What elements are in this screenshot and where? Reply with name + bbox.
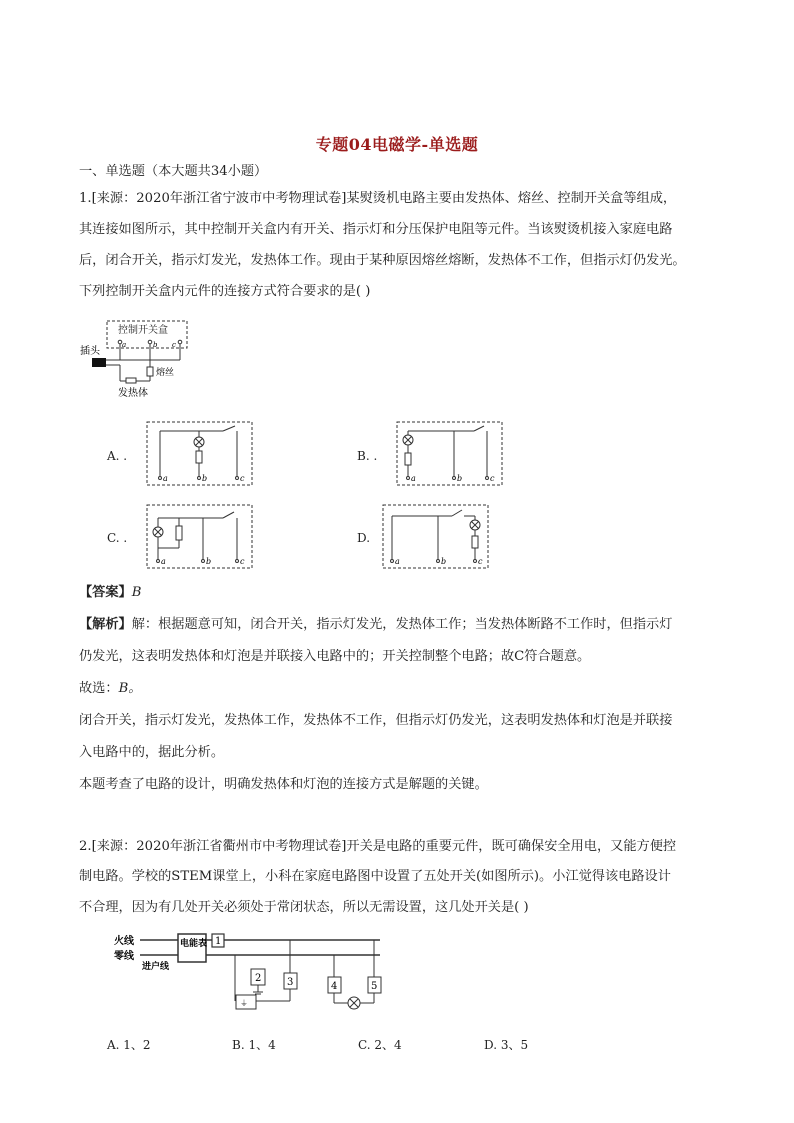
entry-line-label: 进户线 [142,962,170,972]
q1-option-b-diagram[interactable] [396,421,504,487]
svg-text:a: a [163,474,168,483]
q1-option-a-diagram[interactable] [146,421,254,487]
svg-text:b: b [441,557,447,566]
section-header: 一、单选题（本大题共34小题） [79,164,268,179]
q1-fuse-label: 熔丝 [156,368,175,378]
neutral-wire-label: 零线 [114,951,134,962]
svg-text:c: c [240,474,245,483]
q1-choice: 故选：B。 [79,681,142,696]
svg-text:b: b [206,557,212,566]
q1-option-c-diagram[interactable] [146,504,254,570]
svg-text:c: c [490,474,495,483]
analysis-label: 【解析】 [79,617,132,632]
q1-option-d-diagram[interactable] [382,504,490,570]
q1-answer [79,585,141,601]
q1-option-c-label[interactable]: C. . [107,531,128,545]
q1-comment-line-2: 入电路中的，据此分析。 [79,745,225,760]
live-wire-label: 火线 [114,936,134,947]
q1-line-3: 后，闭合开关，指示灯发光，发热体工作。现由于某种原因熔丝熔断，发热体不工作，但指示灯仍发光。 [79,253,686,268]
q1-line-2: 其连接如图所示，其中控制开关盒内有开关、指示灯和分压保护电阻等元件。当该熨烫机接入家庭电路 [79,222,673,237]
q1-comment-line-1: 闭合开关，指示灯发光，发热体工作，发热体不工作，但指示灯仍发光，这表明发热体和灯泡是并联接 [79,713,673,728]
q2-line-2: 制电路。学校的STEM课堂上，小科在家庭电路图中设置了五处开关(如图所示)。小江觉得该电路设计 [79,869,671,884]
svg-text:a: a [161,557,166,566]
svg-text:a: a [122,341,127,349]
svg-text:⏚: ⏚ [240,999,248,1008]
q1-option-b-label[interactable]: B. . [357,449,378,463]
q1-heater-label: 发热体 [118,388,148,399]
switch-1-label: 1 [215,936,222,947]
q1-box-label: 控制开关盒 [118,325,168,336]
q1-line-4: 下列控制开关盒内元件的连接方式符合要求的是( ) [79,284,371,299]
svg-text:a: a [395,557,400,566]
svg-text:b: b [202,474,208,483]
q2-option-d[interactable]: D. 3、5 [484,1038,529,1052]
q1-option-a-label[interactable]: A. . [107,449,128,463]
answer-label: 【答案】 [79,585,132,600]
q2-line-1: 2.[来源：2020年浙江省衢州市中考物理试卷]开关是电路的重要元件，既可确保安全用电，又能方便控 [79,839,677,854]
answer-value: B [131,585,142,600]
q1-line-1: 1.[来源：2020年浙江省宁波市中考物理试卷]某熨烫机电路主要由发热体、熔丝、控制开关盒等组成， [79,191,677,206]
svg-text:a: a [411,474,416,483]
svg-text:c: c [478,557,483,566]
svg-text:b: b [153,341,158,349]
svg-text:c: c [240,557,245,566]
switch-3-label: 3 [287,977,294,988]
q1-comment-line-3: 本题考查了电路的设计，明确发热体和灯泡的连接方式是解题的关键。 [79,777,488,792]
svg-text:c: c [172,341,176,349]
page-title: 专题04电磁学-单选题 [315,135,479,154]
q2-line-3: 不合理，因为有几处开关必须处于常闭状态，所以无需设置，这几处开关是( ) [79,900,529,915]
svg-text:b: b [457,474,463,483]
q1-analysis-line-1: 【解析】解：根据题意可知，闭合开关，指示灯发光，发热体工作；当发热体断路不工作时，但指示灯 [79,617,673,632]
q1-analysis-line-2: 仍发光，这表明发热体和灯泡是并联接入电路中的；开关控制整个电路；故C符合题意。 [79,649,591,664]
switch-5-label: 5 [371,981,378,992]
q1-option-d-label[interactable]: D. [357,531,371,545]
switch-2-label: 2 [255,973,262,984]
q2-option-b[interactable]: B. 1、4 [232,1038,276,1052]
q2-option-c[interactable]: C. 2、4 [358,1038,402,1052]
q1-plug-label: 插头 [80,346,100,357]
switch-4-label: 4 [331,981,338,992]
q2-circuit-figure [112,929,392,1019]
meter-label: 电能表 [180,939,208,949]
q2-option-a[interactable]: A. 1、2 [107,1038,151,1052]
q1-circuit-figure [76,318,191,400]
